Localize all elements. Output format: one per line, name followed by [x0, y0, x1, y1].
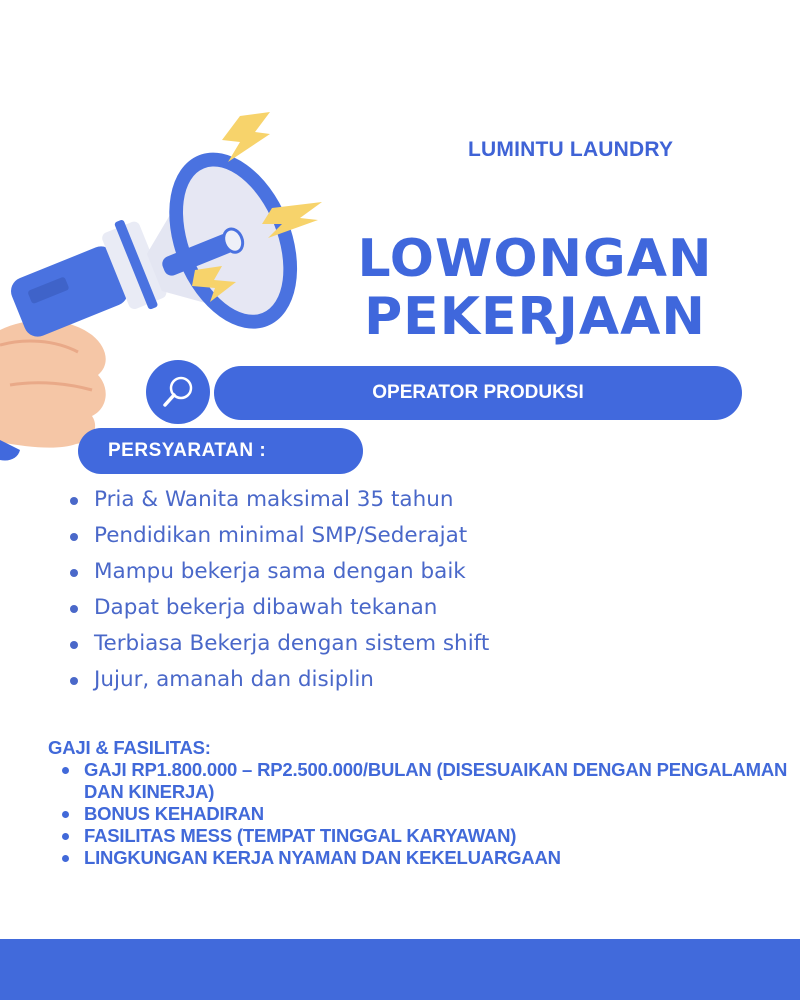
requirement-item: Dapat bekerja dibawah tekanan [62, 590, 489, 626]
benefit-item: GAJI RP1.800.000 – RP2.500.000/BULAN (DISESUAIKAN DENGAN PENGALAMAN DAN KINERJA) [48, 759, 788, 803]
requirements-heading-pill [78, 428, 363, 474]
requirement-item: Terbiasa Bekerja dengan sistem shift [62, 626, 489, 662]
benefits-section [48, 737, 788, 869]
requirement-item: Pria & Wanita maksimal 35 tahun [62, 482, 489, 518]
search-icon [158, 372, 198, 412]
benefit-item: BONUS KEHADIRAN [48, 803, 788, 825]
page-title [340, 230, 730, 346]
search-badge [146, 360, 210, 424]
footer-bar [0, 939, 800, 1000]
position-title-pill [214, 366, 742, 420]
benefits-heading: GAJI & FASILITAS: [48, 737, 211, 758]
benefits-list [48, 759, 788, 869]
company-name: LUMINTU LAUNDRY [468, 138, 674, 161]
requirement-item: Jujur, amanah dan disiplin [62, 662, 489, 698]
benefit-item: FASILITAS MESS (TEMPAT TINGGAL KARYAWAN) [48, 825, 788, 847]
requirement-item: Mampu bekerja sama dengan baik [62, 554, 489, 590]
position-title: OPERATOR PRODUKSI [372, 382, 584, 403]
requirements-list [62, 482, 489, 698]
title-line-2: PEKERJAAN [364, 287, 706, 347]
requirement-item: Pendidikan minimal SMP/Sederajat [62, 518, 489, 554]
requirements-heading: PERSYARATAN : [108, 440, 267, 461]
title-line-1: LOWONGAN [357, 229, 713, 289]
benefit-item: LINGKUNGAN KERJA NYAMAN DAN KEKELUARGAAN [48, 847, 788, 869]
